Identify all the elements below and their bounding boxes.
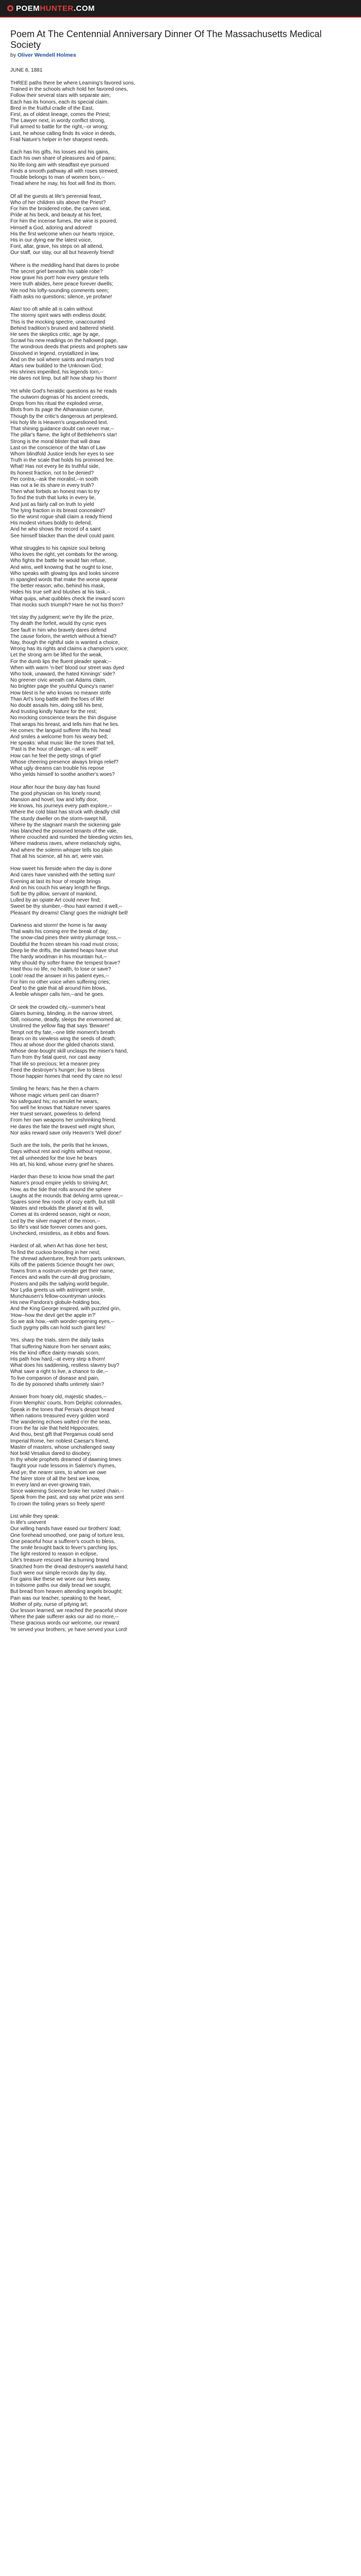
poem-line: No greener civic wreath can Adams claim, bbox=[10, 677, 107, 684]
poem-line: Pride at his beck, and beauty at his feet, bbox=[10, 212, 102, 218]
poem-line: And on his couch his weary length he flings. bbox=[10, 885, 111, 891]
poem-line: In life's unevent bbox=[10, 1520, 46, 1526]
poem-line: Sweet be thy slumber,--thou hast earned it well,-- bbox=[10, 904, 123, 910]
poem-line: In every land an ever-growing train, bbox=[10, 1482, 91, 1488]
poem-title: Poem At The Centennial Anniversary Dinner Of The Massachusetts Medical Society bbox=[10, 29, 322, 50]
poem-line: From her own weapons her unshrinking friend. bbox=[10, 1117, 117, 1124]
poem-line: Hides his true self and blushes at his task,-- bbox=[10, 589, 110, 596]
poem-line: The hardy woodman in his mountain hut,-- bbox=[10, 954, 107, 960]
poem-line: Yes, sharp the trials, stern the daily tasks bbox=[10, 1337, 104, 1344]
poem-line: Soft be thy pillow, servant of mankind, bbox=[10, 891, 97, 897]
poem-line: Led by the silver magnet of the moon,-- bbox=[10, 1218, 100, 1224]
poem-date: JUNE 8, 1881 bbox=[10, 67, 43, 73]
poem-line: That suffering Nature from her servant asks; bbox=[10, 1344, 111, 1350]
poem-line: Finds a smooth pathway all with roses strewed; bbox=[10, 168, 119, 174]
poem-line: His art, his kind, whose every grief he shares. bbox=[10, 1161, 114, 1167]
site-logo[interactable] bbox=[7, 4, 95, 13]
poem-line: Whose dear-bought skill unclasps the miser's hand, bbox=[10, 1048, 128, 1055]
stanza bbox=[10, 1005, 351, 1080]
poem-line: He speaks: what music like the tones that tell, bbox=[10, 740, 115, 747]
poem-line: Pain was our teacher, speaking to the heart, bbox=[10, 1595, 111, 1601]
stanza bbox=[10, 307, 351, 382]
poem-line: So we ask how,--with wonder-opening eyes,-- bbox=[10, 1318, 114, 1325]
poem-line: Glares burning, blinding, in the narrow street, bbox=[10, 1010, 113, 1016]
poem-line: Deep lie the drifts, the slanted heaps have shut bbox=[10, 947, 118, 954]
poem-line: Per contra,--ask the moralist,--in sooth bbox=[10, 476, 99, 482]
poem-line: Thy death the forfeit, would thy cynic eyes bbox=[10, 621, 107, 627]
poem-line: His in our dying ear the latest voice, bbox=[10, 238, 92, 244]
poem-line: Font, altar, grave, his steps on all attend, bbox=[10, 244, 104, 250]
poem-line: And smiles a welcome from his weary bed; bbox=[10, 734, 108, 740]
poem-line: The outworn dogmas of his ancient creeds, bbox=[10, 395, 109, 401]
poem-line: This is the mocking spectre, unaccounted bbox=[10, 319, 105, 325]
poem-line: Turn from thy fatal quest, nor cast away bbox=[10, 1055, 101, 1061]
poem-line: Master of masters, whose unchallenged sway bbox=[10, 1444, 115, 1450]
poem-line: What! Has not every lie its truthful side, bbox=[10, 464, 100, 470]
poem-line: Ye served your brothers; ye have served your Lord! bbox=[10, 1626, 127, 1633]
poem-line: Unchecked, resistless, as it ebbs and flows. bbox=[10, 1230, 110, 1236]
poem-line: Of all the guests at life's perennial feast, bbox=[10, 193, 102, 199]
poem-line: Unstirred the yellow flag that says 'Beware!' bbox=[10, 1023, 110, 1029]
poem-line: Frail Nature's helper in her sharpest needs. bbox=[10, 137, 109, 143]
poem-line: Whom blindfold Justice lends her eyes to see bbox=[10, 451, 114, 457]
poem-line: For the dumb lips the fluent pleader speak;-- bbox=[10, 658, 112, 665]
poem-line: For him no other voice when suffering cries; bbox=[10, 979, 110, 985]
poem-line: One peaceful hour a sufferer's couch to bless, bbox=[10, 1538, 116, 1545]
byline bbox=[10, 52, 351, 58]
poem-line: Look! read the answer in his patient eyes,-- bbox=[10, 973, 109, 979]
stanza bbox=[10, 149, 351, 187]
poem-line: How blest is he who knows no meaner strife bbox=[10, 690, 111, 696]
poem-line: We nod his lofty-sounding comments seen; bbox=[10, 287, 109, 294]
poem-line: That shining guidance doubt can never mar,-- bbox=[10, 426, 114, 432]
poem-line: Why should thy softer frame the tempest brave? bbox=[10, 960, 120, 967]
poem-line: Nay, though the rightful side is wanted a choice, bbox=[10, 639, 120, 646]
poem-line: That mocks such triumph? Hare he not his thorn? bbox=[10, 602, 123, 608]
poem-line: He sees the skeptics critic, age by age, bbox=[10, 332, 100, 338]
poem-line: Wrong has its rights and claims a champion's voice; bbox=[10, 646, 129, 652]
poem-line: Snatched from the dread destroyer's wasteful hand; bbox=[10, 1564, 128, 1570]
stanza bbox=[10, 923, 351, 998]
poem-line: Strong is the moral blister that will draw bbox=[10, 438, 100, 445]
poem-line: Comes at its ordered season, night or noon, bbox=[10, 1212, 111, 1218]
poem-line: That wraps his breast, and tells him that he lies. bbox=[10, 721, 120, 727]
poem-line: And thou, best gift that Pergamus could send bbox=[10, 1432, 113, 1438]
poem-line: Alas! too oft while all is calm without bbox=[10, 307, 93, 313]
poem-line: But bread from heaven attending angels brought; bbox=[10, 1589, 123, 1595]
poem-line: To find the truth that lurks in every lie, bbox=[10, 495, 96, 501]
logo-prefix: POEM bbox=[16, 4, 40, 13]
poem-line: Yet all unheeded for the love he bears bbox=[10, 1155, 97, 1161]
poem-line: And where the solemn whisper tells too plain bbox=[10, 847, 112, 853]
poem-line: Whose magic virtues peril can disarm? bbox=[10, 1092, 99, 1098]
poem-line: Towns from a nostrum-vender get their name, bbox=[10, 1268, 114, 1275]
poem-line: Such pygmy pills can hold such giant lies! bbox=[10, 1325, 106, 1331]
stanza bbox=[10, 1143, 351, 1168]
poem-line: Where crouched and numbed the bleeding victim lies, bbox=[10, 835, 133, 841]
poem-line: The shrewd adventurer, fresh from parts unknown, bbox=[10, 1256, 126, 1262]
poem-line: Those happier homes that need thy care no less! bbox=[10, 1073, 122, 1079]
poem-line: And just as fairly call on truth to yield bbox=[10, 501, 94, 507]
poem-line: Each his own share of pleasures and of pains; bbox=[10, 156, 116, 162]
poem-line: The lying fraction in its breast concealed? bbox=[10, 507, 105, 514]
poem-line: His holy life is Heaven's unquestioned text. bbox=[10, 419, 108, 426]
poem-line: Evening at last its hour of respite brings bbox=[10, 878, 101, 885]
poem-line: His new Pandora's globule-holding box, bbox=[10, 1300, 101, 1306]
poem-line: Speak in the tones that Persia's despot heard bbox=[10, 1406, 114, 1413]
poem-line: Trouble belongs to man of women born,-- bbox=[10, 175, 105, 181]
poem-line: Than Art's long battle with the foes of life! bbox=[10, 696, 105, 702]
poem-line: Kills off the patients Science thought her own; bbox=[10, 1262, 115, 1268]
poem-line: Where by the stagnant marsh the sickening gale bbox=[10, 822, 121, 828]
poem-line: Though by the critic's dangerous art perplexed, bbox=[10, 413, 118, 419]
poem-line: Where madness raves, where melancholy sighs, bbox=[10, 841, 122, 847]
poem-line: Where the pale sufferer asks our aid no more,-- bbox=[10, 1614, 119, 1620]
site-header bbox=[0, 0, 361, 18]
poem-line: Nature's proud empire yields to striving Art; bbox=[10, 1180, 109, 1187]
poem-line: The secret grief beneath his sable robe? bbox=[10, 269, 103, 275]
poem-line: Deaf to the gale that all around him blows, bbox=[10, 986, 107, 992]
poem-line: To die by poisoned shafts untimely slain? bbox=[10, 1381, 104, 1387]
poem-line: Tread where he may, his foot will find its thorn. bbox=[10, 181, 117, 187]
poem-line: Who yields himself to soothe another's woes? bbox=[10, 772, 115, 778]
poem-line: Still, noisome, deadly, sleeps the envenomed air, bbox=[10, 1017, 122, 1023]
poem-line: And ye, the nearer sires, to whom we owe bbox=[10, 1469, 107, 1476]
poem-line: What ugly dreams can trouble his repose bbox=[10, 766, 104, 772]
poem-line: And the King George inspired, with puzzled grin, bbox=[10, 1306, 121, 1312]
stanza bbox=[10, 1174, 351, 1237]
poem-line: Doubtful the frozen stream his road must cross; bbox=[10, 941, 119, 947]
poem-line: First, as of oldest lineage, comes the Priest; bbox=[10, 112, 110, 118]
poem-line: Too well he knows that Nature never spares bbox=[10, 1105, 110, 1111]
poem-line: And cares have vanished with the setting sun! bbox=[10, 872, 116, 878]
poem-line: Last, he whose calling finds its voice in deeds, bbox=[10, 130, 116, 137]
stanza bbox=[10, 1514, 351, 1633]
poem-line: When with warm 'n-bet' blood our street was dyed bbox=[10, 665, 124, 671]
poem-line: Speak from the past, and say what prize was sent bbox=[10, 1495, 124, 1501]
poem-line: Tempt not thy fate,--one little moment's breath bbox=[10, 1029, 116, 1036]
poem-line: Not bold Vesalius dared to disobey; bbox=[10, 1451, 91, 1457]
poem-line: Here truth abides, here peace forever dwells; bbox=[10, 281, 113, 287]
poem-line: Taught your rude lessons in Salerno's rhymes, bbox=[10, 1463, 116, 1469]
poem-line: No mocking conscience tears the thin disguise bbox=[10, 715, 117, 721]
poem-line: Where the cold blast has struck with deadly chill bbox=[10, 809, 120, 816]
stanza bbox=[10, 388, 351, 539]
poem-line: 'How--how the devil get the apple in?' bbox=[10, 1312, 96, 1318]
stanza bbox=[10, 1086, 351, 1137]
poem-line: One forehead smoothed, one pang of torture less, bbox=[10, 1532, 125, 1538]
poem-line: And he who shows the record of a saint bbox=[10, 527, 101, 533]
poem-line: The better reason; who, behind his mask, bbox=[10, 583, 105, 589]
poem-line: Full armed to battle for the right,--or wrong; bbox=[10, 124, 109, 130]
poem-line: Faith asks no questions; silence, ye profane! bbox=[10, 294, 112, 300]
poem-line: So life's vast tide forever comes and goes, bbox=[10, 1224, 107, 1230]
poem-line: Each has its honors, each its special claim. bbox=[10, 99, 109, 105]
poem-line: The snow-clad pines their wintry plumage toss,-- bbox=[10, 935, 121, 941]
stanza bbox=[10, 785, 351, 860]
poem-line: Imperial Rome, her noblest Caesar's friend, bbox=[10, 1438, 110, 1444]
poem-line: The smile brought back to fever's parching lips, bbox=[10, 1545, 118, 1551]
poem-line: The good physician on his lonely round; bbox=[10, 790, 102, 796]
poem-line: What quips, what quibbles check the inward scorn bbox=[10, 596, 125, 602]
poem-line: Who fights the battle he would fain refuse, bbox=[10, 558, 107, 564]
poem-line: What does his saddening, restless slavery buy? bbox=[10, 1363, 120, 1369]
poem-line: Each has his gifts, his losses and his gains, bbox=[10, 149, 110, 156]
poem-line: How, as the tide that rolls around the sphere bbox=[10, 1187, 111, 1193]
stanza bbox=[10, 546, 351, 608]
poem-line: Yet stay thy judgment; we're thy life the prize, bbox=[10, 615, 113, 621]
poem-line: Feed the destroyer's hunger; live to bless bbox=[10, 1067, 105, 1073]
poem-line: How grave his port! how every gesture tells bbox=[10, 275, 109, 281]
poem-line: Bears on its viewless wing the seeds of death; bbox=[10, 1036, 116, 1042]
poem-line: These gracious words our welcome, our reward: bbox=[10, 1620, 121, 1626]
poem-line: To live companion of disease and pain, bbox=[10, 1375, 100, 1381]
poem-line: What struggles to his capsize soul belong bbox=[10, 545, 105, 551]
stanza bbox=[10, 80, 351, 143]
poem-line: How can he feel the petty stings of grief bbox=[10, 753, 101, 759]
poem-line: For him the broidered robe, the carven seat, bbox=[10, 206, 111, 212]
poem-line: The stormy spirit wars with endless doubt; bbox=[10, 313, 107, 319]
poem-line: Since wakening Science broke her rusted chain,-- bbox=[10, 1488, 124, 1495]
poem-line: Harder than these to know how small the part bbox=[10, 1174, 114, 1180]
logo-suffix: .COM bbox=[73, 4, 95, 13]
stanza bbox=[10, 1337, 351, 1388]
poem-line: Hardest of all, when Art has done her best, bbox=[10, 1243, 108, 1249]
poem-line: Our staff, our stay, our all but heavenly friend! bbox=[10, 250, 114, 256]
stanza bbox=[10, 1394, 351, 1507]
poem-line: Our willing hands have eased our brothers' load; bbox=[10, 1526, 121, 1532]
poem-line: He dares not limp, but all! how sharp his thorn! bbox=[10, 376, 117, 382]
poem-line: And trusting kindly Nature for the rest; bbox=[10, 709, 97, 715]
poem-line: Drops from his ritual the exploded verse, bbox=[10, 401, 103, 407]
poem-line: Blots from its page the Athanasian curse, bbox=[10, 407, 104, 413]
poem-line: Mother of pity, nurse of pitying art; bbox=[10, 1601, 88, 1607]
poem-line: Smiling he hears; has he then a charm bbox=[10, 1086, 99, 1092]
poem-line: In thy whole prophets dreamed of dawning times bbox=[10, 1457, 122, 1463]
poem-line: Scrawl his new readings on the hallowed page, bbox=[10, 338, 118, 344]
poem-line: Who took, unaward, the hated Kinnings' side? bbox=[10, 671, 116, 677]
poem-line: List while they speak: bbox=[10, 1514, 60, 1520]
poem-line: Answer from hoary old, majestic shades,-- bbox=[10, 1394, 107, 1400]
poem-body bbox=[10, 80, 351, 1633]
poem-line: The cause forlorn, the wretch without a friend? bbox=[10, 633, 117, 639]
poem-line: In toilsome paths our daily bread we sought, bbox=[10, 1583, 111, 1589]
poem-line: Let the strong arm be lifted for the weak, bbox=[10, 652, 103, 658]
poem-line: No life-long aim with steadfast eye pursued bbox=[10, 162, 109, 168]
poem-line: From Memphis' courts, from Delphic colonnades, bbox=[10, 1400, 122, 1406]
poem-line: Altars new builded to the Unknown God; bbox=[10, 363, 103, 369]
poem-line: Nor asks reward save only Heaven's 'Well done!' bbox=[10, 1130, 122, 1136]
poem-line: From the far isle that held Hippocrates; bbox=[10, 1426, 100, 1432]
poem-line: Has blanched the poisoned tenants of the vale, bbox=[10, 828, 118, 835]
logo-text bbox=[16, 4, 95, 13]
poem-line: The wondrous deeds that priests and prophets saw bbox=[10, 344, 127, 350]
poem-line: Lulled by an opiate Art could never find; bbox=[10, 897, 101, 904]
poem-line: The wandering echoes wafted o'er the seas, bbox=[10, 1419, 111, 1425]
poem-line: No brighter page the youthful Quincy's name! bbox=[10, 684, 114, 690]
poem-line: Munchausen's fellow-countryman unlocks bbox=[10, 1293, 106, 1299]
poem-line: Bred in the fruitful cradle of the East, bbox=[10, 105, 94, 111]
poem-line: And on the soil where saints and martyrs trod bbox=[10, 357, 114, 363]
poem-line: Truth in the scale that holds his promised fee. bbox=[10, 457, 114, 464]
poem-line: Hast thou no life, no health, to lose or save? bbox=[10, 967, 111, 973]
poem-line: The Lawyer next, in wordy conflict strong, bbox=[10, 118, 105, 124]
poem-line: No safeguard his; no amulet he wears, bbox=[10, 1098, 99, 1105]
stanza bbox=[10, 194, 351, 257]
poem-line: His the first welcome when our hearts rejoice, bbox=[10, 231, 114, 237]
poem-line: THREE paths there be where Learning's favored sons, bbox=[10, 80, 136, 86]
poem-line: A feeble whisper calls him,--and he goes. bbox=[10, 992, 105, 998]
poem-line: Who of her children sits above the Priest? bbox=[10, 199, 106, 206]
poem-line: The light restored to reason in eclipse, bbox=[10, 1551, 98, 1557]
poem-line: Trained in the schools which hold her favored ones, bbox=[10, 87, 128, 93]
author-link[interactable]: Oliver Wendell Holmes bbox=[18, 52, 76, 58]
poem-line: That life so precious; let a meaner prey bbox=[10, 1061, 100, 1067]
poem-line: Laughs at the mounds that delving arms uprear,-- bbox=[10, 1193, 123, 1199]
poem-line: Thou at whose door the gilded chariots stand, bbox=[10, 1042, 115, 1048]
poem-line: Who speaks with glowing lips and looks sincere bbox=[10, 570, 119, 577]
poem-line: He knows, his journeys every path explore,-- bbox=[10, 803, 112, 809]
poem-line: Himself a God, adoring and adored! bbox=[10, 225, 92, 231]
poem-line: The fairer store of all the best we know, bbox=[10, 1476, 100, 1482]
poem-line: His shrines imperilled, his legends torn,-- bbox=[10, 369, 104, 376]
poem-line: Nor Lydia greets us with astringent smile, bbox=[10, 1287, 105, 1293]
poem-line: His modest virtues boldly to defend, bbox=[10, 520, 92, 527]
poem-line: Dissolved in legend, crystallized in law, bbox=[10, 350, 100, 357]
poem-line: That all his science, all his art, were vain. bbox=[10, 853, 104, 859]
logo-icon bbox=[7, 5, 13, 11]
poem-line: See fault in him who bravely dares defend bbox=[10, 627, 107, 633]
poem-line: His path how hard,--at every step a thorn! bbox=[10, 1356, 105, 1362]
poem-line: His the kind office dainty manals scorn, bbox=[10, 1350, 100, 1356]
poem-line: Such were our simple records day by day, bbox=[10, 1570, 106, 1576]
poem-line: When nations treasured every golden word bbox=[10, 1413, 109, 1419]
poem-line: See himself blacker than the devil could paint. bbox=[10, 533, 116, 539]
poem-line: Where is the meddling hand that dares to probe bbox=[10, 262, 120, 268]
poem-line: Yet while God's heraldic questions as he reads bbox=[10, 388, 117, 394]
poem-line: Days without rest and nights without repose, bbox=[10, 1149, 112, 1155]
poem-line: That waits his coming ere the break of day; bbox=[10, 929, 109, 935]
poem-line: Has not a lie its share in every truth? bbox=[10, 482, 94, 488]
poem-line: What save a right to live, a chance to die,-- bbox=[10, 1369, 108, 1375]
poem-line: Darkness and storm! the home is far away bbox=[10, 923, 107, 929]
poem-line: To find the cuckoo brooding in her nest; bbox=[10, 1249, 101, 1256]
logo-accent: HUNTER bbox=[40, 4, 74, 13]
poem-line: And wins, well knowing that he ought to lose, bbox=[10, 564, 113, 570]
poem-line: Our lesson learned, we reached the peaceful shore bbox=[10, 1608, 127, 1614]
poem-line: For him the incense fumes, the wine is poured, bbox=[10, 218, 118, 225]
poem-content bbox=[0, 18, 361, 1633]
byline-prefix: by bbox=[10, 52, 17, 58]
poem-line: How sweet his fireside when the day is done bbox=[10, 866, 112, 872]
stanza bbox=[10, 866, 351, 917]
poem-line: Follow their several stars with separate aim; bbox=[10, 93, 111, 99]
poem-line: Behind tradition's bruised and battered shield. bbox=[10, 325, 115, 331]
poem-line: The sturdy dweller on the storm-swept hill, bbox=[10, 816, 107, 822]
poem-line: 'Past is the hour of danger,--all is well!' bbox=[10, 747, 99, 753]
poem-line: Pleasant thy dreams! Clang! goes the midnight bell! bbox=[10, 910, 128, 916]
poem-line: He dares the fate the bravest well might shun, bbox=[10, 1124, 116, 1130]
poem-line: The pillar's flame, the light of Bethlehem's star! bbox=[10, 432, 117, 438]
poem-line: Fences and walls the cure-all drug proclaim, bbox=[10, 1275, 111, 1281]
stanza bbox=[10, 263, 351, 300]
poem-line: Spares some few roods of oozy earth, but still bbox=[10, 1199, 115, 1205]
poem-line: Last on the conscience of the Man of Law bbox=[10, 445, 106, 451]
poem-line: To crown the toiling years so freely spent! bbox=[10, 1501, 105, 1507]
poem-line: Wastes and rebuilds the planet at its will, bbox=[10, 1206, 104, 1212]
poem-line: In spangled words that make the worse appear bbox=[10, 577, 118, 583]
poem-line: Such are the toils, the perils that he knows, bbox=[10, 1143, 109, 1149]
stanza bbox=[10, 615, 351, 778]
poem-line: Posters and pills the sallying world beguile, bbox=[10, 1281, 109, 1287]
poem-line: He comes: the languid sufferer lifts his head bbox=[10, 727, 111, 734]
poem-line: Life's treasure rescued like a burning brand bbox=[10, 1557, 109, 1564]
poem-line: Or seek the crowded city,--summer's heat bbox=[10, 1004, 106, 1010]
poem-line: Whose cheering presence always brings relief? bbox=[10, 759, 119, 765]
stanza bbox=[10, 1243, 351, 1331]
poem-line: Then what forbids an honest man to try bbox=[10, 489, 100, 495]
poem-line: Its honest fraction, not to be denied? bbox=[10, 470, 94, 476]
poem-line: Who loves the right, yet combats for the wrong, bbox=[10, 552, 118, 558]
poem-line: Hour after hour the busy day has found bbox=[10, 784, 100, 790]
poem-line: So the worst rogue shall claim a ready friend bbox=[10, 514, 112, 520]
poem-line: No doubt assails him, doing still his best, bbox=[10, 703, 104, 708]
poem-line: For gains like these we wore our lives away. bbox=[10, 1577, 111, 1583]
poem-line: Her truest servant, powerless to defend bbox=[10, 1111, 101, 1117]
poem-line: Mansion and hovel, low and lofty door, bbox=[10, 797, 99, 803]
